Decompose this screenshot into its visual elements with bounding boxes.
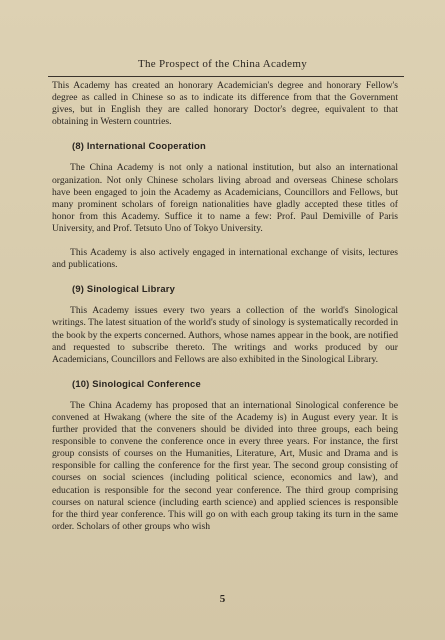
section-heading-sinological-conference: (10) Sinological Conference: [72, 377, 201, 389]
page-number: 5: [219, 593, 226, 605]
intro-paragraph: This Academy has created an honorary Academician's degree and honorary Fellow's degree as called in Chinese so as to indicate its difference from that the Government gives, but in English they are called honorary Doctor's degree, equivalent to that obtaining in Western countries.: [52, 80, 398, 128]
sinological-library-paragraph: This Academy issues every two years a collection of the world's Sinological writings. The latest situation of the world's study of sinology is systematically recorded in the book by the experts concerned. Authors, whose names appear in the book, are notified and requested to subscribe thereto. The writings and works produced by our Academicians, Councillors and Fellows are also exhibited in the Sinological Library.: [52, 305, 398, 365]
international-cooperation-paragraph-2: This Academy is also actively engaged in international exchange of visits, lectures and publications.: [52, 247, 398, 271]
international-cooperation-paragraph-1: The China Academy is not only a national institution, but also an international organization. Not only Chinese scholars living abroad and overseas Chinese scholars have been engaged to join the Academy as Academicians, Councillors and Fellows, but many prominent scholars of foreign nationalities have gladly accepted these titles of honor from this Academy. Suffice it to name a few: Prof. Paul Demiville of Paris University, and Prof. Tetsuto Uno of Tokyo University.: [52, 162, 398, 234]
section-heading-sinological-library: (9) Sinological Library: [72, 283, 176, 295]
running-title: The Prospect of the China Academy: [137, 58, 308, 70]
sinological-conference-paragraph: The China Academy has proposed that an international Sinological conference be convened at Hwakang (where the site of the Academy is) in August every year. It is further provided that the conveners should be divided into three groups, each being responsible to convene the conference once in every three years. For instance, the first group consists of courses on the Humanities, Literature, Art, Music and Drama and is responsible for calling the conference for the first year. The second group consisting of courses on social sciences (including political science, economics and law), and education is responsible for the second year conference. The third group comprising courses on natural science (including earth science) and applied sciences is responsible for the third year conference. This will go on with each group taking its turn in the same order. Scholars of other groups who wish: [52, 399, 398, 532]
paragraph-gap: [52, 235, 398, 247]
page-body: [52, 80, 398, 533]
header-rule: [48, 76, 404, 77]
section-heading-international-cooperation: (8) International Cooperation: [72, 140, 206, 152]
